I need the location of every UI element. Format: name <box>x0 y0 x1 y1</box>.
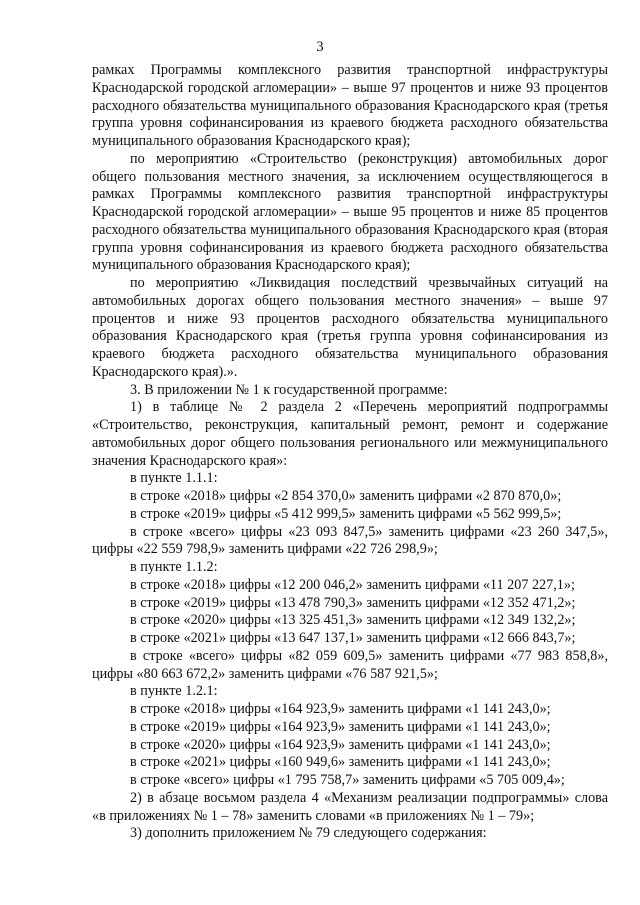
paragraph: в строке «2021» цифры «13 647 137,1» заменить цифрами «12 666 843,7»; <box>130 630 576 646</box>
paragraph: в пункте 1.1.2: <box>130 559 218 575</box>
paragraph: рамках Программы комплексного развития транспортной инфраструктуры Краснодарской городской агломерации» – выше 97 процентов и ниже 93 процентов расходного обязательства муниципального образования Краснодарского края (третья группа уровня софинансирования из краевого бюджета расходного обязательства муниципального образования Краснодарского края); <box>92 62 608 149</box>
paragraph: в строке «2018» цифры «164 923,9» заменить цифрами «1 141 243,0»; <box>130 701 551 717</box>
paragraph: в строке «2020» цифры «13 325 451,3» заменить цифрами «12 349 132,2»; <box>130 612 576 629</box>
paragraph: в строке «2019» цифры «13 478 790,3» заменить цифрами «12 352 471,2»; <box>130 594 576 611</box>
paragraph: в строке «2019» цифры «5 412 999,5» заменить цифрами «5 562 999,5»; <box>130 505 562 522</box>
paragraph: 3. В приложении № 1 к государственной программе: <box>130 381 448 398</box>
paragraph: в строке «всего» цифры «1 795 758,7» заменить цифрами «5 705 009,4»; <box>130 772 565 788</box>
page-number: 3 <box>316 39 324 55</box>
paragraph: в строке «всего» цифры «82 059 609,5» заменить цифрами «77 983 858,8», цифры «80 663 672,2» заменить цифрами «76 587 921,5»; <box>92 647 608 682</box>
paragraph: 1) в таблице № 2 раздела 2 «Перечень мероприятий подпрограммы «Строительство, реконструкция, капитальный ремонт, ремонт и содержание автомобильных дорог общего пользования регионального или межмуниципального значения Краснодарского края»: <box>92 399 608 469</box>
paragraph: в строке «2018» цифры «12 200 046,2» заменить цифрами «11 207 227,1»; <box>130 576 575 593</box>
paragraph: в строке «2018» цифры «2 854 370,0» заменить цифрами «2 870 870,0»; <box>130 488 562 504</box>
paragraph: по мероприятию «Ликвидация последствий чрезвычайных ситуаций на автомобильных дорогах общего пользования местного значения» – выше 97 процентов и ниже 93 процентов расходного обязательства муниципального образования Краснодарского края (третья группа уровня софинансирования из краевого бюджета расходного обязательства муниципального образования Краснодарского края).». <box>92 275 608 380</box>
paragraph: в строке «всего» цифры «23 093 847,5» заменить цифрами «23 260 347,5», цифры «22 559 798,9» заменить цифрами «22 726 298,9»; <box>92 523 608 558</box>
paragraph: в строке «2020» цифры «164 923,9» заменить цифрами «1 141 243,0»; <box>130 736 551 753</box>
paragraph: 2) в абзаце восьмом раздела 4 «Механизм реализации подпрограммы» слова «в приложениях № 1 – 78» заменить словами «в приложениях № 1 – 79»; <box>92 789 608 824</box>
paragraph: 3) дополнить приложением № 79 следующего содержания: <box>130 825 487 842</box>
paragraph: в строке «2021» цифры «160 949,6» заменить цифрами «1 141 243,0»; <box>130 754 551 771</box>
document-body <box>92 62 608 843</box>
paragraph: в строке «2019» цифры «164 923,9» заменить цифрами «1 141 243,0»; <box>130 718 551 735</box>
paragraph: в пункте 1.1.1: <box>130 470 218 487</box>
paragraph: по мероприятию «Строительство (реконструкция) автомобильных дорог общего пользования местного значения, за исключением осуществляющегося в рамках Программы комплексного развития транспортной инфраструктуры Краснодарской городской агломерации» – выше 95 процентов и ниже 85 процентов расходного обязательства муниципального образования Краснодарского края (вторая группа уровня софинансирования из краевого бюджета расходного обязательства муниципального образования Краснодарского края); <box>92 150 608 274</box>
paragraph: в пункте 1.2.1: <box>130 683 218 700</box>
